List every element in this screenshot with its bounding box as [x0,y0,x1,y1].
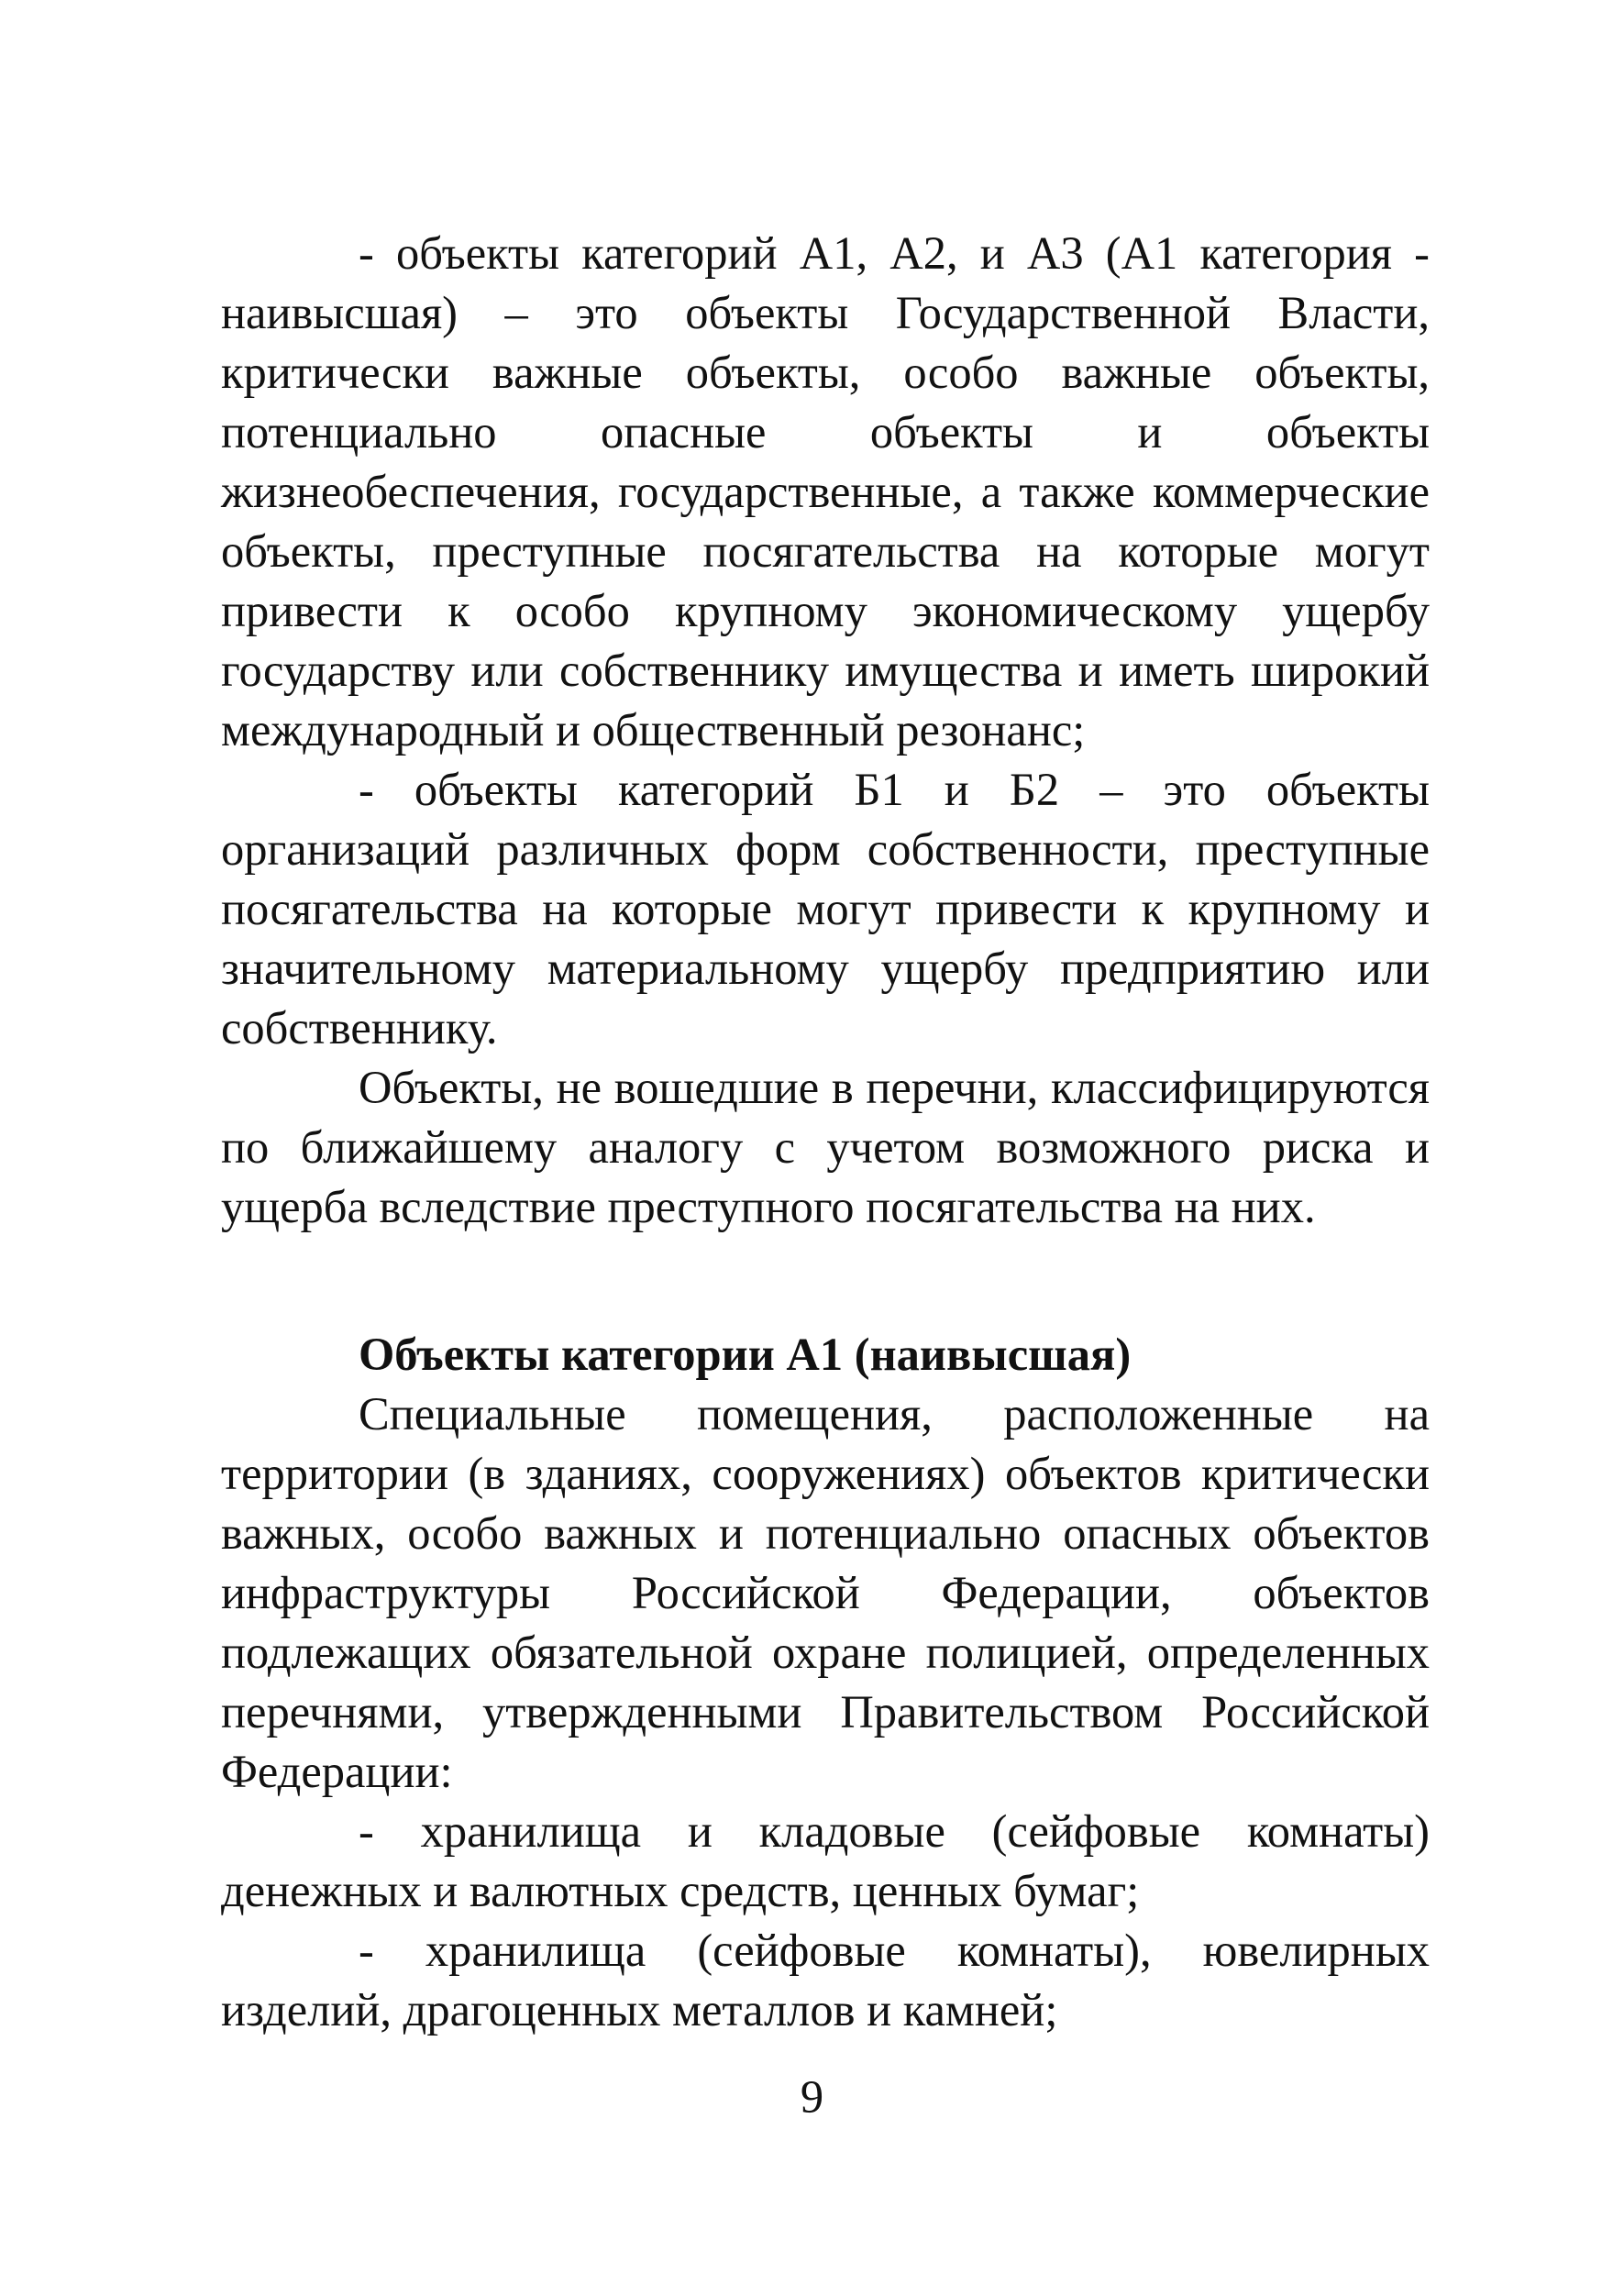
paragraph-special-premises: Специальные помещения, расположенные на территории (в зданиях, сооружениях) объектов критически важных, особо важных и потенциально опасных объектов инфраструктуры Российской Федерации, объектов подлежащих обязательной охране полицией, определенных перечнями, утвержденными Правительством Российской Федерации: [221,1388,1430,1797]
list-item-jewelry-vaults: - хранилища (сейфовые комнаты), ювелирных изделий, драгоценных металлов и камней; [221,1925,1430,2036]
list-item-money-vaults: - хранилища и кладовые (сейфовые комнаты) денежных и валютных средств, ценных бумаг; [221,1805,1430,1916]
paragraph-categories-a: - объекты категорий А1, А2, и А3 (А1 категория - наивысшая) – это объекты Государственной Власти, критически важные объекты, особо важные объекты, потенциально опасные объекты и объекты жизнеобеспечения, государственные, а также коммерческие объекты, преступные посягательства на которые могут привести к особо крупному экономическому ущербу государству или собственнику имущества и иметь широкий международный и общественный резонанс; [221,227,1430,756]
section-heading: Объекты категории А1 (наивысшая) [359,1329,1132,1380]
paragraph-categories-b: - объекты категорий Б1 и Б2 – это объекты организаций различных форм собственности, преступные посягательства на которые могут привести к крупному и значительному материальному ущербу предприятию или собственнику. [221,764,1430,1054]
page-number: 9 [800,2071,824,2123]
paragraph-unlisted-objects: Объекты, не вошедшие в перечни, классифицируются по ближайшему аналогу с учетом возможного риска и ущерба вследствие преступного посягательства на них. [221,1062,1430,1232]
page-body [221,224,1430,2040]
